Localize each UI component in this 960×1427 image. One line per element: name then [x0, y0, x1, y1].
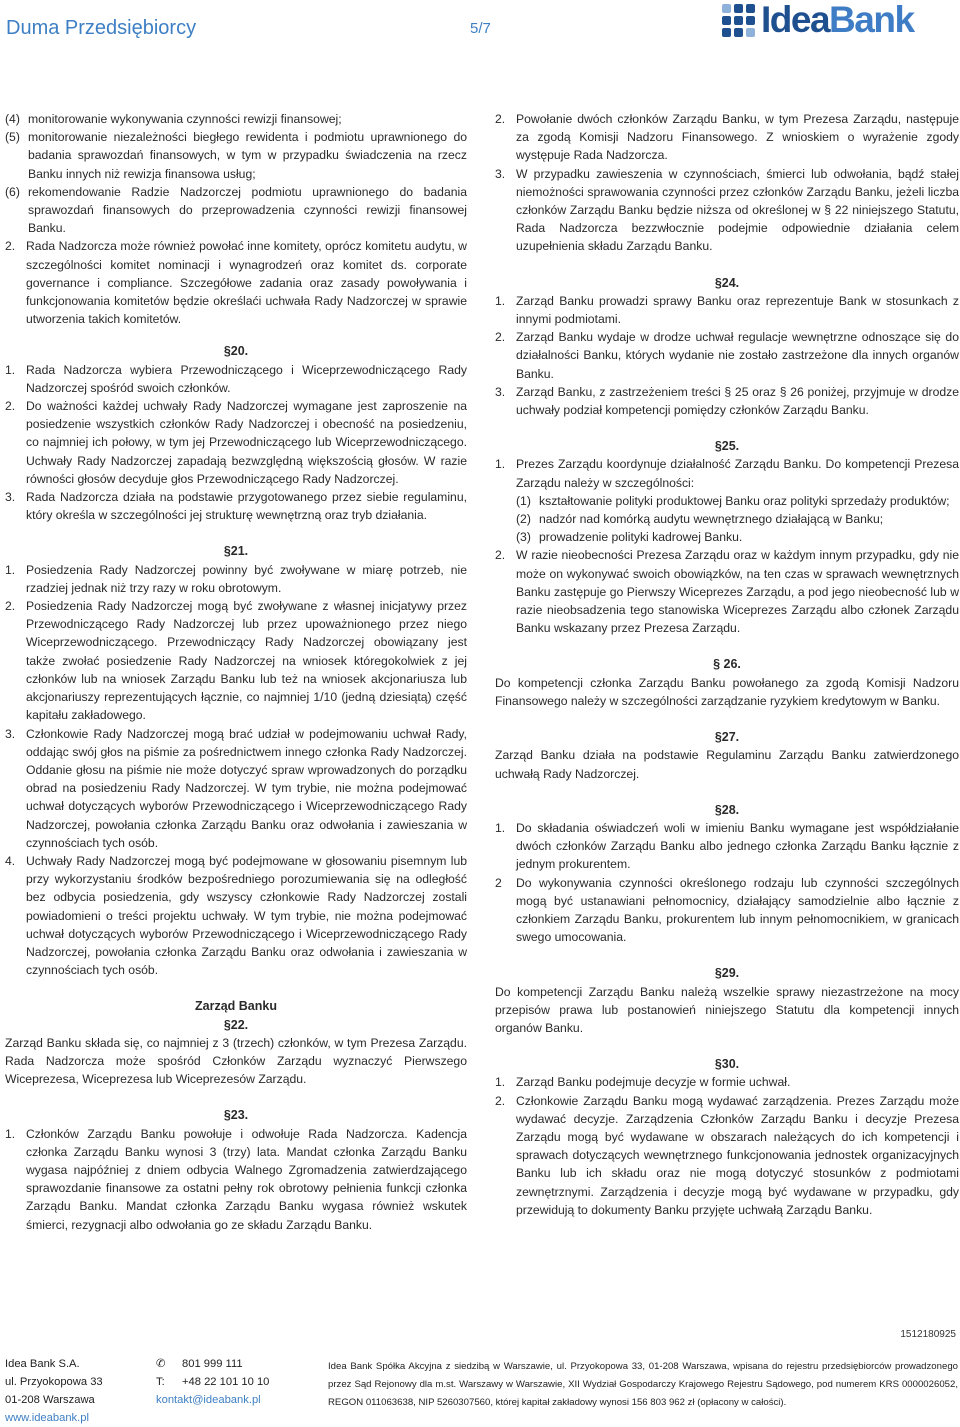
paragraph: Do kompetencji Zarządu Banku należą wszelkie sprawy niezastrzeżone na mocy przepisów prawa lub postanowień niniejszego Statutu dla kompetencji innych organów Banku.	[495, 984, 959, 1035]
bank-address	[5, 1355, 103, 1427]
section-heading: §27.	[714, 730, 740, 745]
bank-contact	[156, 1355, 269, 1409]
list-item: (2) nadzór nad komórką audytu wewnętrznego działającą w Banku;	[516, 512, 884, 527]
legal-notice: Idea Bank Spółka Akcyjna z siedzibą w Warszawie, ul. Przyokopowa 33, 01-208 Warszawa, wpisana do rejestru przedsiębiorców prowadzonego przez Sąd Rejonowy dla m.st. Warszawy w Warszawie, XII Wydział Gospodarczy Krajowego Rejestru Sądowego, pod numerem KRS 0000026052, REGON 011063638, NIP 5260307560, której kapitał zakładowy wynosi 156 803 962 zł (opłacony w całości).	[328, 1361, 958, 1408]
logo-dots-icon	[722, 4, 755, 37]
phone-number: 801 999 111	[182, 1358, 243, 1370]
paragraph: Zarząd Banku działa na podstawie Regulaminu Zarządu Banku zatwierdzonego uchwałą Rady Nadzorczej.	[495, 748, 959, 781]
paragraph-item: 1. Prezes Zarządu koordynuje działalność Zarządu Banku. Do kompetencji Prezesa Zarządu należy w szczególności:	[495, 457, 959, 490]
chapter-heading: Zarząd Banku	[195, 999, 277, 1014]
paragraph-item: 3. Rada Nadzorcza działa na podstawie przygotowanego przez siebie regulaminu, który określa w szczególności jej strukturę wewnętrzną oraz tryb działania.	[5, 490, 467, 523]
section-heading: § 26.	[713, 657, 741, 672]
paragraph-item: 1. Członków Zarządu Banku powołuje i odwołuje Rada Nadzorcza. Kadencja członka Zarządu Banku wynosi 3 (trzy) lata. Mandat członka Zarządu Banku wygasa najpóźniej z dniem odbycia Walnego Zgromadzenia zatwierdzającego sprawozdanie finansowe za ostatni pełny rok obrotowy pełnienia funkcji członka Zarządu Banku. Mandat członka Zarządu Banku wygasa również wskutek śmierci, rezygnacji albo odwołania go ze składu Zarządu Banku.	[5, 1126, 467, 1232]
paragraph-item: 1. Do składania oświadczeń woli w imieniu Banku wymagane jest współdziałanie dwóch członków Zarządu Banku albo jednego członka Zarządu Banku łącznie z jednym prokurentem.	[495, 820, 959, 872]
paragraph-item: 1. Posiedzenia Rady Nadzorczej powinny być zwoływane w miarę potrzeb, nie rzadziej jednak niż trzy razy w roku obrotowym.	[5, 562, 467, 595]
email-link[interactable]: kontakt@ideabank.pl	[156, 1394, 261, 1406]
paragraph-item: 2. Rada Nadzorcza może również powołać inne komitety, oprócz komitetu audytu, w szczególności komitet nominacji i wynagrodzeń oraz komitet ds. corporate governance i compliance. Szczegółowe zadania oraz zasady powoływania i funkcjonowania komitetów będzie określaći uchwała Rady Nadzorczej w sprawie utworzenia takich komitetów.	[5, 239, 467, 327]
paragraph-item: 2. Zarząd Banku wydaje w drodze uchwał regulacje wewnętrzne odnoszące się do działalności Banku, których wydanie nie zostało zastrzeżone dla innych organów Banku.	[495, 330, 959, 381]
list-item: (1) kształtowanie polityki produktowej Banku oraz polityki sprzedaży produktów;	[516, 493, 950, 508]
paragraph: Do kompetencji członka Zarządu Banku powołanego za zgodą Komisji Nadzoru Finansowego należy w szczególności zarządzanie ryzykiem kredytowym w Banku.	[495, 675, 959, 708]
section-heading: §30.	[714, 1057, 740, 1072]
list-item: (4) monitorowanie wykonywania czynności rewizji finansowej;	[5, 112, 342, 126]
paragraph-item: 4. Uchwały Rady Nadzorczej mogą być podejmowane w głosowaniu pisemnym lub przy wykorzystaniu środków bezpośredniego porozumiewania się na odległość bez odbycia posiedzenia, gdy wszyscy członkowie Rady Nadzorczej zostali powiadomieni o treści projektu uchwały. W tym trybie, nie można podejmować uchwał dotyczących wyborów Przewodniczącego i Wiceprzewodniczącego Rady Nadzorczej, powołania członka Zarządu Banku oraz odwołania i zawieszania w czynnościach tych osób.	[5, 853, 467, 978]
paragraph-item: 3. W przypadku zawieszenia w czynnościach, śmierci lub odwołania, bądź stałej niemożności sprawowania czynności przez członków Zarządu Banku, jeżeli liczba członków Zarządu Banku będzie niższa od określonej w § 22 niniejszego Statutu, Rada Nadzorcza bezzwłocznie podejmie odpowiednie działania celem uzupełnienia składu Zarządu Banku.	[495, 166, 959, 254]
document-code: 1512180925	[900, 1329, 956, 1340]
logo-text: IdeaBank	[761, 0, 914, 40]
page-number: 5/7	[470, 20, 491, 37]
section-heading: §22.	[223, 1017, 249, 1032]
list-item: (3) prowadzenie polityki kadrowej Banku.	[516, 530, 743, 545]
paragraph-item: 1. Zarząd Banku prowadzi sprawy Banku oraz reprezentuje Bank w stosunkach z innymi podmiotami.	[495, 293, 959, 327]
paragraph-item: 2. Do ważności każdej uchwały Rady Nadzorczej wymagane jest zaproszenie na posiedzenie wszystkich członków Rady Nadzorczej i obecność na posiedzeniu, co najmniej ich połowy, w tym jej Przewodniczącego lub Wiceprzewodniczącego. Uchwały Rady Nadzorczej zapadają bezwzględną większością głosów. W razie równości głosów decyduje głos Przewodniczącego Rady Nadzorczej.	[5, 399, 467, 486]
paragraph-item: 2. Członkowie Zarządu Banku mogą wydawać zarządzenia. Prezes Zarządu może wydawać decyzje. Zarządzenia Członków Zarządu Banku i decyzje Prezesa Zarządu mogą być wydawane w obszarach należących do ich kompetencji i sprawach dotyczących wewnętrznego funkcjonowania jednostek organizacyjnych Banku lub ich składu oraz nie mogą dotyczyć stosunków z podmiotami zewnętrznymi. Zarządzenia i decyzje mogą być wydawane w przypadku, gdy przewidują to dokumenty Banku przyjęte uchwałą Zarządu Banku.	[495, 1093, 959, 1217]
tel-number: +48 22 101 10 10	[182, 1376, 270, 1388]
bank-street: ul. Przyokopowa 33	[5, 1376, 103, 1388]
paragraph-item: 3. Członkowie Rady Nadzorczej mogą brać udział w podejmowaniu uchwał Rady, oddając swój głos na piśmie za pośrednictwem innego członka Rady Nadzorczej. Oddanie głosu na piśmie nie może dotyczyć spraw wprowadzonych do porządku obrad na posiedzeniu Rady Nadzorczej. W tym trybie, nie można podejmować uchwał dotyczących wyborów Przewodniczącego i Wiceprzewodniczącego Rady Nadzorczej, powołania członka Zarządu Banku oraz odwołania i zawieszania w czynnościach tych osób.	[5, 726, 467, 850]
list-item: (6) rekomendowanie Radzie Nadzorczej podmiotu uprawnionego do badania sprawozdań finansowych do przeprowadzenia czynności rewizji finansowej Banku.	[5, 184, 467, 236]
bank-city: 01-208 Warszawa	[5, 1394, 95, 1406]
section-heading: §23.	[223, 1108, 249, 1123]
section-heading: §20.	[223, 344, 249, 359]
paragraph-item: 1. Zarząd Banku podejmuje decyzje w formie uchwał.	[495, 1075, 791, 1090]
section-heading: §25.	[714, 439, 740, 454]
section-heading: §29.	[714, 966, 740, 981]
bank-name: Idea Bank S.A.	[5, 1358, 80, 1370]
paragraph-item: 3. Zarząd Banku, z zastrzeżeniem treści § 25 oraz § 26 poniżej, przyjmuje w drodze uchwały podział kompetencji pomiędzy członków Zarządu Banku.	[495, 384, 959, 418]
phone-icon: ✆	[156, 1358, 166, 1370]
paragraph-item: 2. Powołanie dwóch członków Zarządu Banku, w tym Prezesa Zarządu, następuje za zgodą Komisji Nadzoru Finansowego. Z wnioskiem o wyrażenie zgody występuje Rada Nadzorcza.	[495, 112, 959, 163]
idea-bank-logo	[722, 0, 914, 40]
document-title: Duma Przedsiębiorcy	[6, 17, 197, 39]
paragraph-item: 2. Posiedzenia Rady Nadzorczej mogą być zwoływane z własnej inicjatywy przez Przewodniczącego Rady Nadzorczej lub przez upoważnionego przez niego Wiceprzewodniczącego. Przewodniczący Rady Nadzorczej obowiązany jest także zwołać posiedzenie Rady Nadzorczej na wniosek któregokolwiek z jej członków lub na wniosek Zarządu Banku lub też na wniosek akcjonariusza lub akcjonariuszy reprezentujących łącznie, co najmniej 1/10 (jedną dziesiątą) część kapitału zakładowego.	[5, 599, 467, 723]
paragraph: Zarząd Banku składa się, co najmniej z 3 (trzech) członków, w tym Prezesa Zarządu. Rada Nadzorcza może spośród Członków Zarządu wyznaczyć Pierwszego Wiceprezesa, Wiceprezesa lub Wiceprezesów Zarządu.	[5, 1035, 467, 1087]
section-heading: §24.	[714, 275, 740, 290]
paragraph-item: 2. W razie nieobecności Prezesa Zarządu oraz w każdym innym przypadku, gdy nie może on wykonywać swoich obowiązków, na ten czas w sprawach wewnętrznych Banku zastępuje go Pierwszy Wiceprezes Zarządu, a pod jego nieobecność lub w razie nieobsadzenia tego stanowiska Wiceprezes Zarządu albo członek Zarządu Banku wskazany przez Prezesa Zarządu.	[495, 548, 959, 636]
page-header	[0, 0, 960, 70]
list-item: (5) monitorowanie niezależności biegłego rewidenta i podmiotu uprawnionego do badania sprawozdań finansowych, w tym w przypadku świadczenia na rzecz Banku innych niż rewizja finansowa usług;	[5, 130, 467, 181]
left-column	[5, 110, 467, 1234]
page-footer	[0, 1320, 960, 1425]
tel-label: T:	[156, 1376, 165, 1388]
right-column	[495, 110, 959, 1219]
paragraph-item: 2 Do wykonywania czynności określonego rodzaju lub czynności szczególnych mogą być ustanawiani pełnomocnicy, działający samodzielnie albo łącznie z członkiem Zarządu Banku, prokurentem lub innym pełnomocnikiem, w granicach swego umocowania.	[495, 875, 959, 945]
section-heading: §28.	[714, 802, 740, 817]
section-heading: §21.	[223, 544, 249, 559]
website-link[interactable]: www.ideabank.pl	[5, 1412, 89, 1424]
paragraph-item: 1. Rada Nadzorcza wybiera Przewodniczącego i Wiceprzewodniczącego Rady Nadzorczej spośród swoich członków.	[5, 362, 467, 395]
